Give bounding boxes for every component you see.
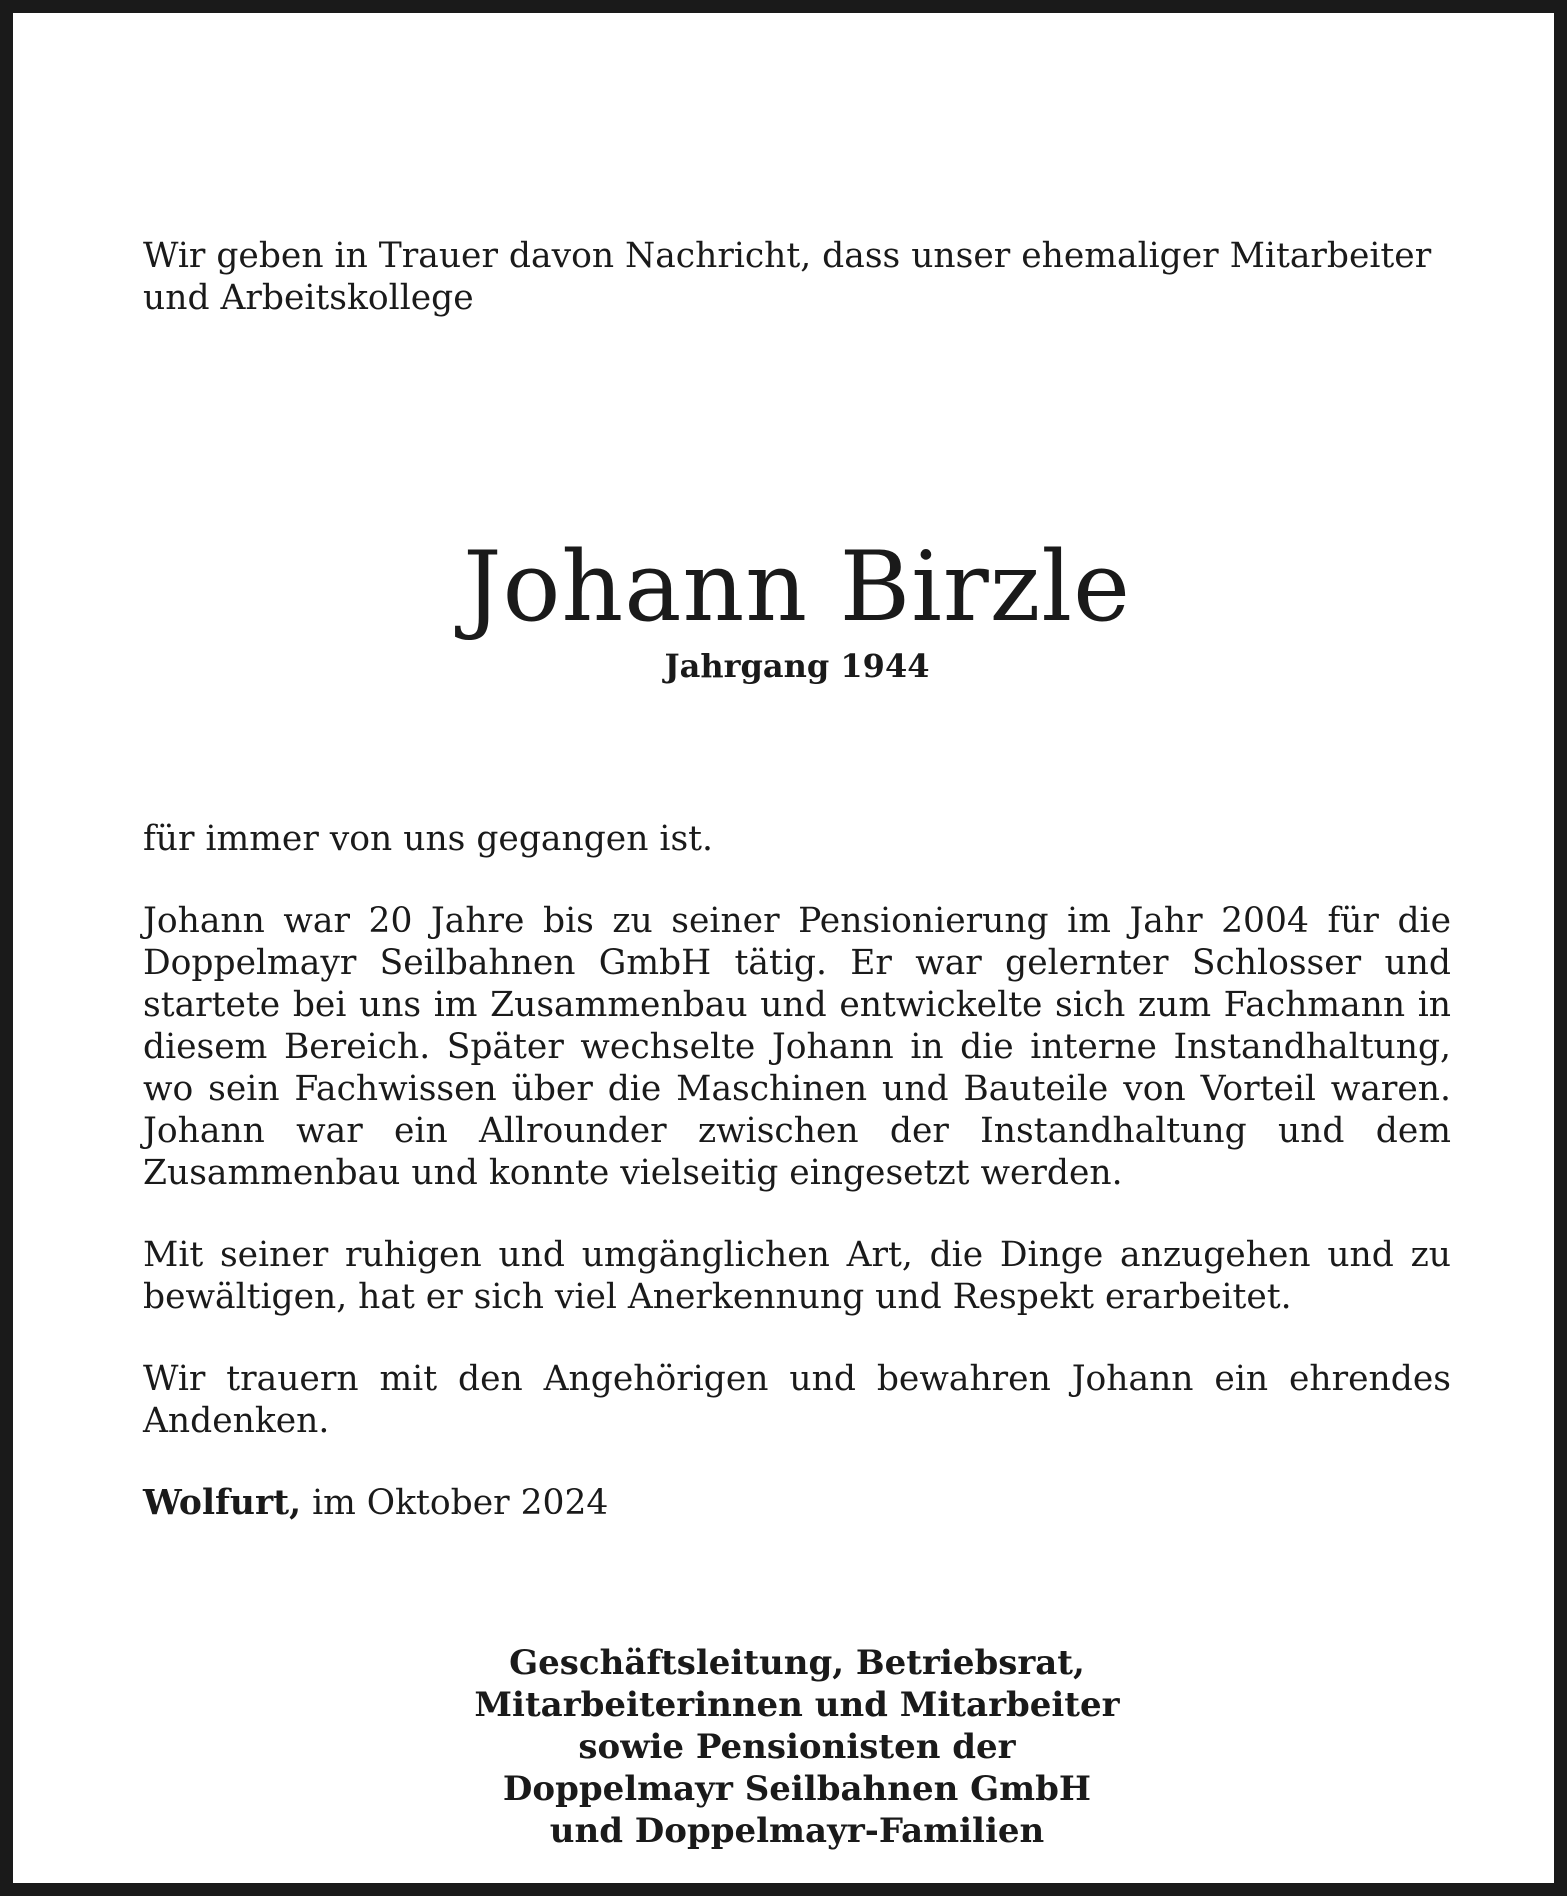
intro-text: Wir geben in Trauer davon Nachricht, dass unser ehemaliger Mitarbeiter und Arbeitskollege (143, 236, 1432, 318)
place-date-line (143, 1482, 1451, 1524)
place-name: Wolfurt, (143, 1483, 302, 1523)
signature-line: und Doppelmayr-Familien (549, 1811, 1045, 1851)
birth-year: Jahrgang 1944 (664, 647, 930, 685)
character-paragraph: Mit seiner ruhigen und umgänglichen Art, die Dinge anzugehen und zu bewältigen, hat er sich viel Anerkennung und Respekt erarbeitet. (143, 1235, 1451, 1317)
date-text: im Oktober 2024 (312, 1483, 609, 1523)
signature-line: Mitarbeiterinnen und Mitarbeiter (474, 1685, 1120, 1725)
signature-block (143, 1642, 1451, 1852)
passed-away-text: für immer von uns gegangen ist. (143, 819, 713, 859)
signature-line: Geschäftsleitung, Betriebsrat, (509, 1643, 1085, 1683)
notice-content (143, 235, 1451, 1852)
mourning-paragraph: Wir trauern mit den Angehörigen und bewahren Johann ein ehrendes Andenken. (143, 1359, 1451, 1441)
career-paragraph: Johann war 20 Jahre bis zu seiner Pensionierung im Jahr 2004 für die Doppelmayr Seilbahnen GmbH tätig. Er war gelernter Schlosser und startete bei uns im Zusammenbau und entwickelte sich zum Fachmann in diesem Bereich. Später wechselte Johann in die interne Instandhaltung, wo sein Fachwissen über die Maschinen und Bauteile von Vorteil waren. Johann war ein Allrounder zwischen der Instandhaltung und dem Zusammenbau und konnte vielseitig eingesetzt werden. (143, 901, 1451, 1193)
deceased-name: Johann Birzle (463, 531, 1131, 643)
signature-line: sowie Pensionisten der (578, 1727, 1016, 1767)
signature-line: Doppelmayr Seilbahnen GmbH (502, 1769, 1092, 1809)
